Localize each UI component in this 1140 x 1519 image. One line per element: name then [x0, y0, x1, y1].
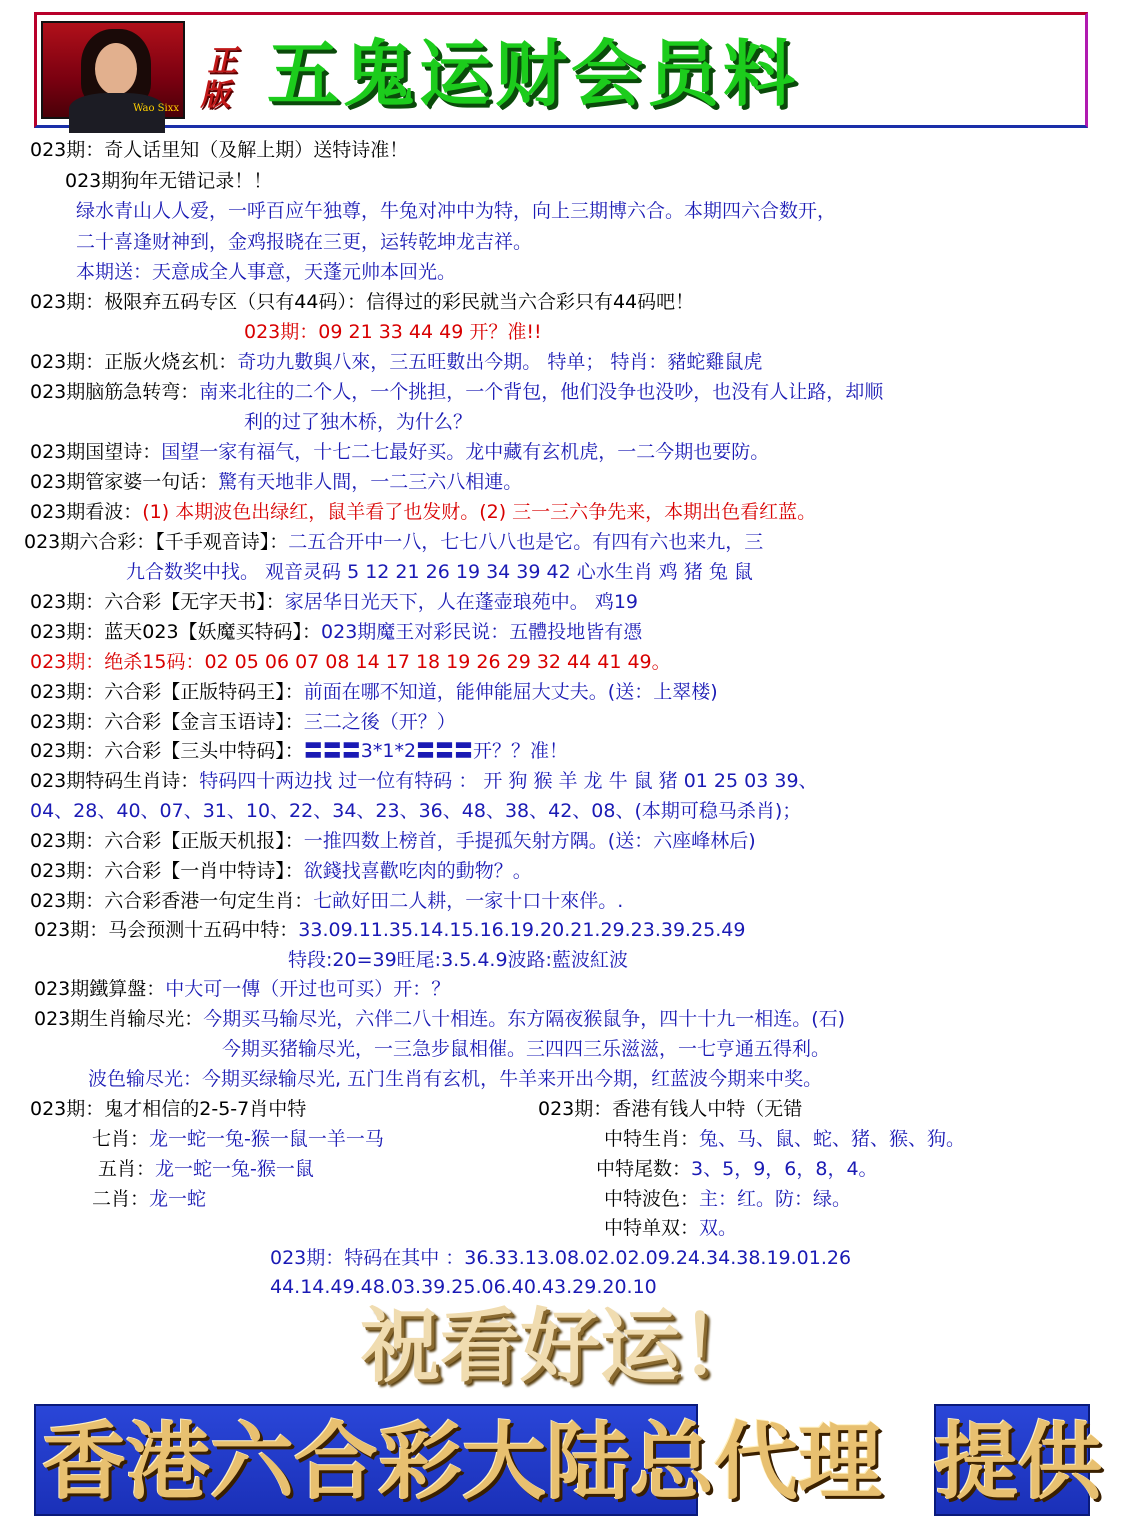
- line-segment: 龙一蛇: [149, 1188, 207, 1210]
- line-segment: 驚有天地非人間，一二三六八相連。: [218, 471, 523, 493]
- line-wave-lose-all: [88, 1064, 822, 1094]
- line-period-poem: [30, 135, 408, 165]
- line-segment: 二十喜逢财神到，金鸡报晓在三更，运转乾坤龙吉祥。: [76, 231, 533, 253]
- header-banner: [34, 12, 1088, 128]
- line-segment: 本期送：天意成全人事意，天蓬元帅本回光。: [76, 261, 457, 283]
- line-segment: 023期鐵算盤：: [34, 978, 166, 1000]
- line-segment: 023期魔王对彩民说：五體投地皆有憑: [321, 621, 643, 643]
- line-segment: 023期：09 21 33 44 49 开？准!!: [244, 321, 542, 343]
- line-segment: 主：红。防：绿。: [699, 1188, 852, 1210]
- line-dog-year-record: [65, 166, 272, 196]
- line-segment: 3、5，9，6，8，4。: [691, 1158, 878, 1180]
- line-segment: 023期：六合彩【三头中特码】：: [30, 740, 304, 762]
- line-segment: 023期：正版火烧玄机：: [30, 351, 238, 373]
- line-segment: 023期：特码在其中 ：36.33.13.08.02.02.09.24.34.38.19.01.26: [270, 1247, 852, 1269]
- line-lose-all-2: [222, 1034, 830, 1064]
- line-segment: 南来北往的二个人，一个挑担，一个背包，他们没争也没吵，也没有人让路，却顺: [199, 381, 884, 403]
- line-segment: 今期买马输尽光，六伴二八十相连。东方隔夜猴鼠争，四十十九一相连。(石): [203, 1008, 846, 1030]
- line-segment: 33.09.11.35.14.15.16.19.20.21.29.23.39.25.49: [298, 919, 746, 941]
- line-riddle-2: [244, 407, 472, 437]
- line-segment: 二五合开中一八，七七八八也是它。有四有六也来九，三: [288, 531, 764, 553]
- line-segment: 九合数奖中找。 观音灵码 5 12 21 26 19 34 39 42 心水生肖 鸡 猪 兔 鼠: [126, 561, 753, 583]
- line-zodiac-poem-2: [30, 796, 801, 826]
- provider-banner: [934, 1404, 1103, 1516]
- line-segment: 三二之後（开？）: [303, 711, 456, 733]
- line-wave-color: [30, 497, 816, 527]
- line-guanyin-poem-1: [24, 527, 763, 557]
- line-iron-abacus: [34, 974, 450, 1004]
- line-segment: 023期：奇人话里知（及解上期）送特诗准！: [30, 139, 409, 161]
- line-segment: 五肖：: [98, 1158, 156, 1180]
- line-segment: 奇功九數與八來，三五旺數出今期。 特单； 特肖：豬蛇雞鼠虎: [237, 351, 763, 373]
- line-segment: 二肖：: [92, 1188, 150, 1210]
- line-segment: 中特单双：: [604, 1217, 700, 1239]
- line-segment: 欲錢找喜歡吃肉的動物？。: [303, 860, 532, 882]
- line-segment: 023期：六合彩【无字天书】：: [30, 591, 285, 613]
- line-segment: 023期：极限弃五码专区（只有44码）：信得过的彩民就当六合彩只有44码吧！: [30, 291, 695, 313]
- line-special-king: [30, 677, 718, 707]
- line-segment: 023期特码生肖诗：: [30, 770, 200, 792]
- line-segment: 023期狗年无错记录！！: [65, 170, 273, 192]
- line-segment: 023期国望诗：: [30, 441, 162, 463]
- line-segment: 波色输尽光：今期买绿输尽光, 五门生肖有玄机，牛羊来开出今期，红蓝波今期来中奖。: [88, 1068, 823, 1090]
- line-fire-mystery: [30, 347, 762, 377]
- zhengban-ribbon: 正版: [198, 44, 244, 113]
- line-segment: 023期生肖输尽光：: [34, 1008, 204, 1030]
- line-segment: 04、28、40、07、31、10、22、34、23、36、48、38、42、08、(本期可稳马杀肖)；: [30, 800, 802, 822]
- provider-banner-text: 提供: [934, 1412, 1103, 1511]
- line-hk-one-sentence: [30, 886, 623, 916]
- line-segment: 023期：六合彩【正版天机报】：: [30, 830, 304, 852]
- line-one-zodiac-poem: [30, 856, 532, 886]
- line-segment: 中特尾数：: [596, 1158, 692, 1180]
- line-kill-15: [30, 647, 671, 677]
- line-segment: 家居华日光天下，人在蓬壶琅苑中。 鸡19: [284, 591, 638, 613]
- line-44-codes: [30, 287, 694, 317]
- line-special-segment: [288, 945, 628, 975]
- line-poem-gift: [76, 257, 456, 287]
- line-five-zodiac: [98, 1154, 314, 1184]
- line-three-heads: [30, 736, 568, 766]
- line-two-zodiac: [92, 1184, 206, 1214]
- agent-banner-text: 香港六合彩大陆总代理: [42, 1412, 883, 1511]
- line-riddle-1: [30, 377, 883, 407]
- line-segment: 023期：绝杀15码：02 05 06 07 08 14 17 18 19 26 29 32 44 41 49。: [30, 651, 671, 673]
- line-rich-tail: [596, 1154, 878, 1184]
- line-poem-1: [76, 196, 836, 226]
- line-segment: 023期：六合彩【一肖中特诗】：: [30, 860, 304, 882]
- page-title: 五鬼运财会员料: [267, 32, 800, 116]
- line-segment: 〓〓〓3*1*2〓〓〓开？？准！: [303, 740, 569, 762]
- line-segment: 44.14.49.48.03.39.25.06.40.43.29.20.10: [270, 1276, 657, 1298]
- line-rich-odd-even: [604, 1213, 737, 1243]
- line-housekeeper: [30, 467, 522, 497]
- line-segment: 双。: [699, 1217, 738, 1239]
- line-excluded-numbers: [244, 317, 542, 347]
- line-segment: 023期：六合彩【正版特码王】：: [30, 681, 304, 703]
- line-demon-code: [30, 617, 642, 647]
- line-segment: 一推四数上榜首，手提孤矢射方隅。(送：六座峰林后): [303, 830, 756, 852]
- avatar-photo: [41, 21, 185, 119]
- avatar-tag: Wao Sixx: [133, 103, 179, 114]
- line-segment: 兔、马、鼠、蛇、猪、猴、狗。: [699, 1128, 966, 1150]
- line-segment: 七畝好田二人耕，一家十口十來伴。.: [313, 890, 624, 912]
- line-segment: 023期管家婆一句话：: [30, 471, 219, 493]
- line-257-title: [30, 1094, 306, 1124]
- line-segment: 023期：鬼才相信的2-5-7肖中特: [30, 1098, 307, 1120]
- line-jockey-15: [34, 915, 746, 945]
- line-segment: 023期脑筋急转弯：: [30, 381, 200, 403]
- line-rich-wave: [604, 1184, 851, 1214]
- line-guowang-poem: [30, 437, 769, 467]
- line-poem-2: [76, 227, 532, 257]
- agent-banner: [34, 1404, 883, 1516]
- line-seven-zodiac: [92, 1124, 384, 1154]
- line-zodiac-poem-1: [30, 766, 818, 796]
- line-guanyin-poem-2: [126, 557, 753, 587]
- line-segment: 023期：马会预测十五码中特：: [34, 919, 299, 941]
- line-segment: 龙一蛇一兔-猴一鼠一羊一马: [149, 1128, 384, 1150]
- line-wordless-book: [30, 587, 638, 617]
- line-segment: 今期买猪输尽光，一三急步鼠相催。三四四三乐滋滋，一七亨通五得利。: [222, 1038, 831, 1060]
- line-heaven-report: [30, 826, 756, 856]
- line-segment: (1) 本期波色出绿红，鼠羊看了也发财。(2) 三一三六争先来，本期出色看红蓝。: [142, 501, 817, 523]
- line-segment: 特码四十两边找 过一位有特码 ： 开 狗 猴 羊 龙 牛 鼠 猪 01 25 03 39、: [199, 770, 818, 792]
- line-segment: 前面在哪不知道，能伸能屈大丈夫。(送：上翠楼): [303, 681, 718, 703]
- line-segment: 龙一蛇一兔-猴一鼠: [155, 1158, 314, 1180]
- line-segment: 中特波色：: [604, 1188, 700, 1210]
- line-segment: 023期：六合彩香港一句定生肖：: [30, 890, 314, 912]
- line-segment: 中特生肖：: [604, 1128, 700, 1150]
- line-segment: 023期：香港有钱人中特（无错: [538, 1098, 803, 1120]
- good-luck-wish: 祝看好运！: [360, 1299, 760, 1393]
- line-segment: 023期：六合彩【金言玉语诗】：: [30, 711, 304, 733]
- line-lose-all-1: [34, 1004, 845, 1034]
- line-segment: 国望一家有福气，十七二七最好买。龙中藏有玄机虎，一二今期也要防。: [161, 441, 770, 463]
- line-segment: 特段:20=39旺尾:3.5.4.9波路:藍波紅波: [288, 949, 628, 971]
- line-segment: 023期：蓝天023【妖魔买特码】：: [30, 621, 322, 643]
- line-rich-zodiac: [604, 1124, 965, 1154]
- line-segment: 023期看波：: [30, 501, 143, 523]
- line-special-in-1: [270, 1243, 851, 1273]
- line-segment: 023期六合彩：【千手观音诗】：: [24, 531, 289, 553]
- line-golden-words: [30, 707, 456, 737]
- line-rich-title: [538, 1094, 802, 1124]
- line-segment: 绿水青山人人爱，一呼百应午独尊，牛兔对冲中为特，向上三期博六合。本期四六合数开，: [76, 200, 837, 222]
- line-segment: 利的过了独木桥，为什么？: [244, 411, 473, 433]
- line-segment: 中大可一傳（开过也可买）开：？: [165, 978, 451, 1000]
- line-segment: 七肖：: [92, 1128, 150, 1150]
